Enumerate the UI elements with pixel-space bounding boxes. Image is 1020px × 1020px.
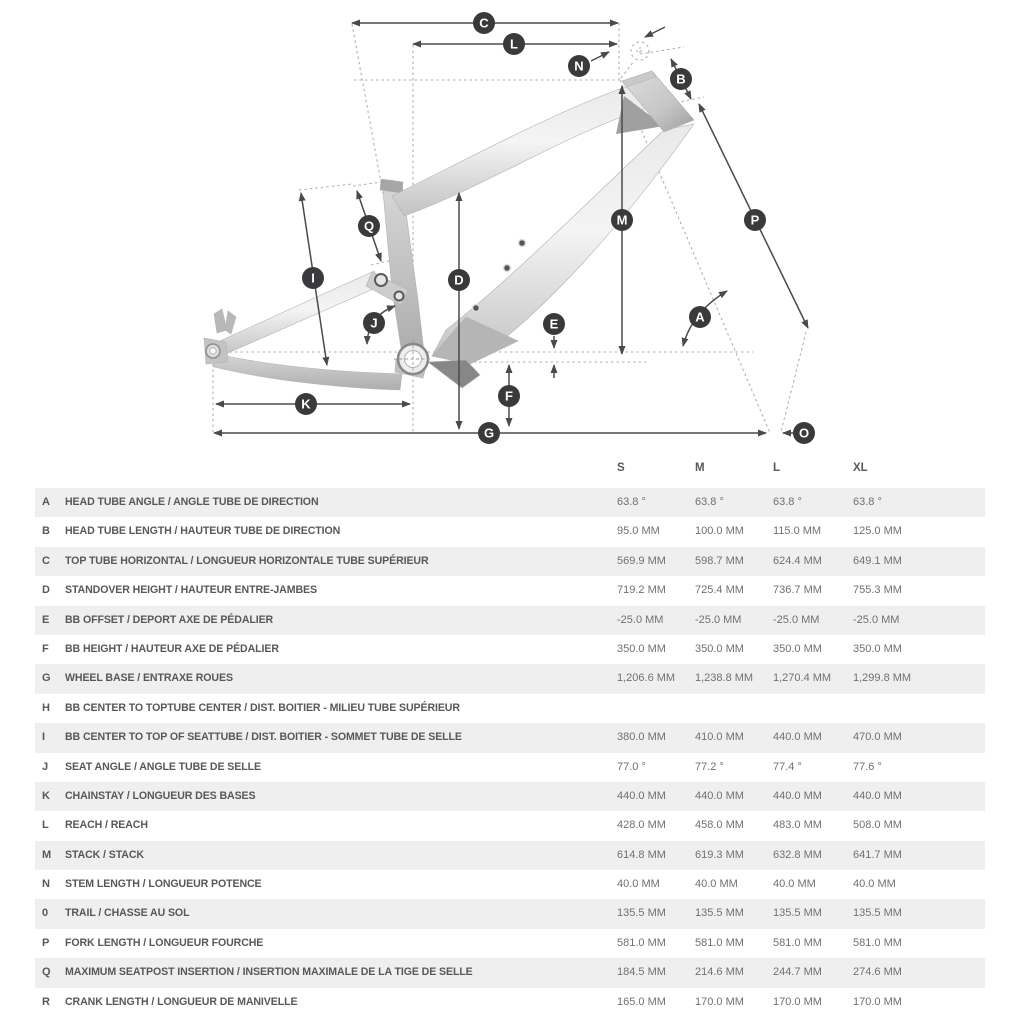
row-value-S: 135.5 MM (617, 907, 666, 920)
svg-text:P: P (750, 212, 760, 228)
row-value-S: 440.0 MM (617, 789, 666, 802)
seat-stay (211, 271, 382, 357)
table-row-G (35, 664, 985, 693)
table-row-Q (35, 958, 985, 987)
svg-text:A: A (695, 309, 705, 325)
row-value-XL: 40.0 MM (853, 878, 896, 891)
row-value-S: 581.0 MM (617, 936, 666, 949)
svg-text:D: D (454, 272, 464, 288)
row-value-M: 135.5 MM (695, 907, 744, 920)
row-letter: B (42, 525, 50, 538)
diagram-marker-P (744, 209, 766, 231)
svg-text:M: M (616, 212, 628, 228)
table-row-M (35, 841, 985, 870)
diagram-marker-C (473, 12, 495, 34)
table-row-F (35, 635, 985, 664)
diagram-marker-D (448, 269, 470, 291)
row-letter: G (42, 672, 51, 685)
row-label: HEAD TUBE ANGLE / ANGLE TUBE DE DIRECTION (65, 496, 319, 508)
row-value-M: 581.0 MM (695, 936, 744, 949)
row-letter: R (42, 995, 50, 1008)
row-value-XL: 581.0 MM (853, 936, 902, 949)
row-letter: J (42, 760, 49, 773)
row-label: MAXIMUM SEATPOST INSERTION / INSERTION MAXIMALE DE LA TIGE DE SELLE (65, 966, 473, 979)
table-row-J (35, 753, 985, 782)
diagram-marker-Q (358, 215, 380, 237)
skid-plate (428, 360, 480, 388)
row-value-XL: 350.0 MM (853, 642, 902, 655)
table-row-H (35, 694, 985, 723)
row-label: STANDOVER HEIGHT / HAUTEUR ENTRE-JAMBES (65, 584, 317, 597)
row-value-M: 410.0 MM (695, 731, 744, 744)
row-letter: I (42, 731, 46, 744)
row-letter: N (42, 878, 50, 891)
headtube-upper-tick (640, 47, 684, 54)
row-value-M: 725.4 MM (695, 584, 744, 597)
row-value-L: 624.4 MM (773, 554, 822, 567)
diagram-marker-N (568, 55, 590, 77)
row-value-L: 483.0 MM (773, 819, 822, 832)
measure-N-arrow1 (591, 52, 609, 61)
table-row-A (35, 488, 985, 517)
row-label: BB OFFSET / DEPORT AXE DE PÉDALIER (65, 613, 274, 626)
table-row-B (35, 517, 985, 546)
steerer-stub-line (621, 61, 634, 78)
svg-text:F: F (505, 388, 513, 404)
pivot-bolt-mid (395, 292, 404, 301)
row-value-L: 40.0 MM (773, 878, 816, 891)
row-value-L: 350.0 MM (773, 642, 822, 655)
front-axle-drop (781, 332, 806, 432)
row-value-XL: 470.0 MM (853, 731, 902, 744)
row-value-S: 614.8 MM (617, 848, 666, 861)
table-row-K (35, 782, 985, 811)
row-letter: 0 (42, 907, 49, 920)
row-label: WHEEL BASE / ENTRAXE ROUES (65, 672, 233, 685)
row-label: BB CENTER TO TOP OF SEATTUBE / DIST. BOITIER - SOMMET TUBE DE SELLE (65, 731, 462, 744)
diagram-marker-M (611, 209, 633, 231)
row-value-S: 569.9 MM (617, 554, 666, 567)
row-value-L: 244.7 MM (773, 966, 822, 979)
size-header-S: S (617, 462, 625, 474)
row-label: STEM LENGTH / LONGUEUR POTENCE (65, 878, 262, 891)
table-row-D (35, 576, 985, 605)
row-letter: K (42, 789, 50, 802)
row-label: CRANK LENGTH / LONGUEUR DE MANIVELLE (65, 995, 298, 1008)
row-label: CHAINSTAY / LONGUEUR DES BASES (65, 789, 256, 802)
row-label: STACK / STACK (65, 848, 144, 861)
row-value-L: 1,270.4 MM (773, 672, 832, 685)
pivot-bolt-upper (375, 274, 387, 286)
rear-axle-center (210, 348, 216, 354)
table-row-0 (35, 899, 985, 928)
row-value-M: 458.0 MM (695, 819, 744, 832)
brake-mount-tab2 (225, 311, 236, 334)
frame-boss-3 (473, 305, 480, 312)
diagram-marker-K (295, 393, 317, 415)
row-label: BB CENTER TO TOPTUBE CENTER / DIST. BOITIER - MILIEU TUBE SUPÉRIEUR (65, 701, 460, 714)
table-row-N (35, 870, 985, 899)
row-value-S: 350.0 MM (617, 642, 666, 655)
row-value-L: 581.0 MM (773, 936, 822, 949)
row-value-XL: 125.0 MM (853, 525, 902, 538)
row-label: HEAD TUBE LENGTH / HAUTEUR TUBE DE DIRECTION (65, 525, 341, 538)
row-value-M: 63.8 ° (695, 496, 724, 508)
row-value-L: 632.8 MM (773, 848, 822, 861)
measure-N-arrow2 (645, 27, 665, 37)
row-label: BB HEIGHT / HAUTEUR AXE DE PÉDALIER (65, 642, 279, 655)
diagram-marker-F (498, 385, 520, 407)
svg-text:O: O (798, 425, 810, 441)
row-value-XL: -25.0 MM (853, 613, 900, 626)
row-value-XL: 170.0 MM (853, 995, 902, 1008)
row-value-XL: 274.6 MM (853, 966, 902, 979)
seattube-top-tick (299, 184, 352, 190)
frame-boss-1 (519, 240, 526, 247)
frame-boss-2 (504, 265, 511, 272)
geometry-rows (35, 488, 985, 1017)
row-letter: F (42, 642, 49, 655)
svg-text:L: L (510, 36, 518, 52)
row-value-XL: 135.5 MM (853, 907, 902, 920)
row-value-XL: 77.6 ° (853, 760, 882, 773)
row-value-L: 115.0 MM (773, 525, 822, 538)
row-value-XL: 641.7 MM (853, 848, 902, 861)
row-value-M: -25.0 MM (695, 613, 742, 626)
svg-text:Q: Q (363, 218, 375, 234)
diagram-marker-G (478, 422, 500, 444)
size-header-L: L (773, 462, 781, 474)
diagram-marker-J (363, 312, 385, 334)
svg-text:G: G (483, 425, 495, 441)
size-header-XL: XL (853, 462, 868, 474)
row-value-M: 170.0 MM (695, 995, 744, 1008)
row-label: FORK LENGTH / LONGUEUR FOURCHE (65, 936, 264, 949)
table-row-C (35, 547, 985, 576)
table-row-I (35, 723, 985, 752)
row-value-L: 736.7 MM (773, 584, 822, 597)
diagram-marker-B (670, 68, 692, 90)
row-value-L: 440.0 MM (773, 789, 822, 802)
row-value-S: 40.0 MM (617, 878, 660, 891)
row-label: SEAT ANGLE / ANGLE TUBE DE SELLE (65, 760, 261, 773)
size-header-row (35, 458, 985, 488)
row-value-S: 1,206.6 MM (617, 672, 676, 685)
row-label: TRAIL / CHASSE AU SOL (65, 907, 190, 920)
svg-text:C: C (479, 15, 489, 31)
row-value-XL: 508.0 MM (853, 819, 902, 832)
diagram-marker-O (793, 422, 815, 444)
row-value-M: 77.2 ° (695, 760, 724, 773)
row-value-S: 95.0 MM (617, 525, 660, 538)
row-value-M: 440.0 MM (695, 789, 744, 802)
row-letter: E (42, 613, 50, 626)
row-value-S: 428.0 MM (617, 819, 666, 832)
row-value-XL: 63.8 ° (853, 496, 882, 508)
row-letter: C (42, 554, 50, 567)
row-letter: M (42, 848, 52, 861)
row-value-M: 350.0 MM (695, 642, 744, 655)
row-value-L: -25.0 MM (773, 613, 820, 626)
table-row-R (35, 988, 985, 1017)
row-value-XL: 440.0 MM (853, 789, 902, 802)
svg-text:E: E (549, 316, 559, 332)
row-value-S: 77.0 ° (617, 760, 646, 773)
svg-text:J: J (370, 315, 378, 331)
geometry-diagram (0, 0, 1020, 456)
table-row-E (35, 606, 985, 635)
svg-text:B: B (676, 71, 686, 87)
table-row-L (35, 811, 985, 840)
chain-stay (212, 353, 402, 390)
geometry-table (35, 458, 985, 1017)
row-letter: P (42, 936, 50, 949)
table-row-P (35, 929, 985, 958)
steering-axis-line (620, 80, 770, 433)
row-value-S: 380.0 MM (617, 731, 666, 744)
row-value-L: 135.5 MM (773, 907, 822, 920)
row-label: TOP TUBE HORIZONTAL / LONGUEUR HORIZONTALE TUBE SUPÉRIEUR (65, 554, 429, 567)
size-header-M: M (695, 462, 705, 474)
svg-text:I: I (311, 270, 315, 286)
row-value-M: 619.3 MM (695, 848, 744, 861)
row-value-XL: 649.1 MM (853, 554, 902, 567)
row-value-L: 77.4 ° (773, 760, 802, 773)
row-label: REACH / REACH (65, 819, 148, 832)
diagram-marker-E (543, 313, 565, 335)
row-value-S: -25.0 MM (617, 613, 664, 626)
diagram-marker-I (302, 267, 324, 289)
diagram-marker-L (503, 33, 525, 55)
row-value-M: 1,238.8 MM (695, 672, 754, 685)
row-value-M: 100.0 MM (695, 525, 744, 538)
row-value-L: 63.8 ° (773, 496, 802, 508)
row-value-S: 63.8 ° (617, 496, 646, 508)
row-value-M: 598.7 MM (695, 554, 744, 567)
row-value-S: 165.0 MM (617, 995, 666, 1008)
row-value-M: 214.6 MM (695, 966, 744, 979)
svg-text:K: K (301, 396, 311, 412)
row-letter: L (42, 819, 49, 832)
row-value-S: 719.2 MM (617, 584, 666, 597)
row-value-S: 184.5 MM (617, 966, 666, 979)
row-value-XL: 755.3 MM (853, 584, 902, 597)
row-letter: D (42, 584, 50, 597)
row-letter: H (42, 701, 50, 714)
svg-text:N: N (574, 58, 584, 74)
row-value-L: 440.0 MM (773, 731, 822, 744)
row-letter: A (42, 496, 50, 508)
diagram-marker-A (689, 306, 711, 328)
row-value-L: 170.0 MM (773, 995, 822, 1008)
row-value-XL: 1,299.8 MM (853, 672, 912, 685)
row-value-M: 40.0 MM (695, 878, 738, 891)
row-letter: Q (42, 966, 51, 979)
